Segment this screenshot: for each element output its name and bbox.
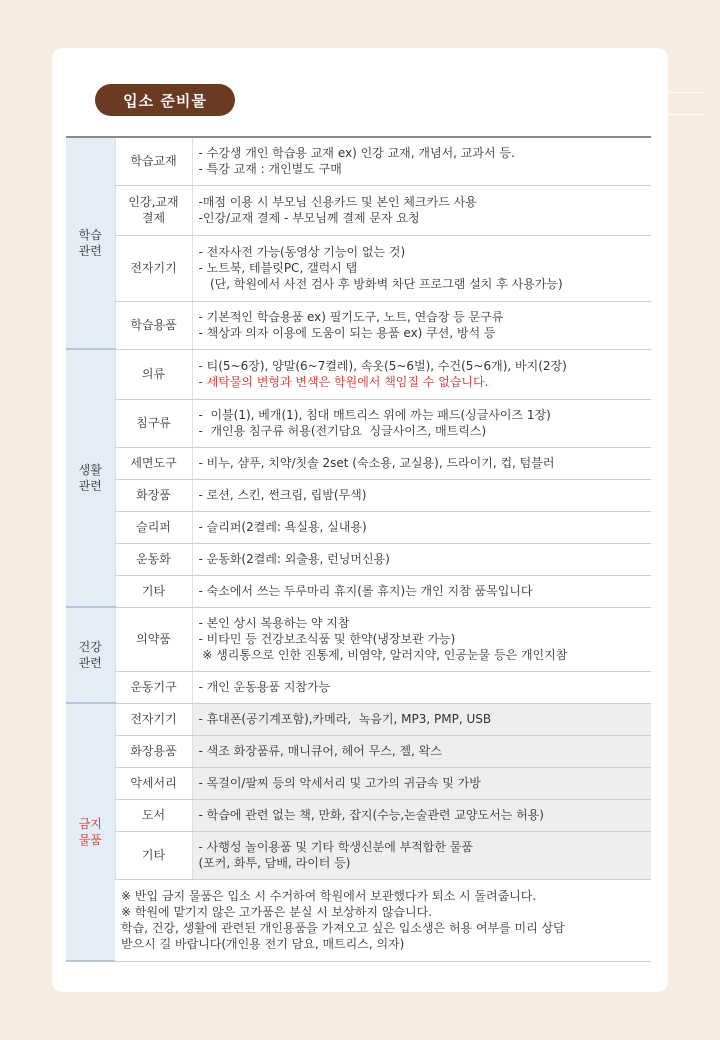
item-description: - 숙소에서 쓰는 두루마리 휴지(롤 휴지)는 개인 지참 품목입니다 bbox=[192, 575, 651, 607]
table-row bbox=[66, 479, 651, 511]
category-label: 학습 bbox=[78, 228, 102, 242]
subcategory-label: 세면도구 bbox=[115, 447, 192, 479]
table-row bbox=[66, 575, 651, 607]
table-row bbox=[66, 703, 651, 735]
table-row bbox=[66, 799, 651, 831]
background-line bbox=[668, 92, 704, 93]
subcategory-label: 도서 bbox=[115, 799, 192, 831]
category-label: 관련 bbox=[78, 244, 102, 258]
category-label: 관련 bbox=[78, 479, 102, 493]
subcategory-label: 전자기기 bbox=[115, 235, 192, 301]
subcategory-label: 기타 bbox=[115, 831, 192, 879]
banned-notes: ※ 반입 금지 물품은 입소 시 수거하여 학원에서 보관했다가 퇴소 시 돌려줍니다. ※ 학원에 맡기지 않은 고가품은 분실 시 보상하지 않습니다. 학습, 건강, 생활에 관련된 개인용품을 가져오고 싶은 입소생은 허용 여부를 미리 상담 받으시 길 바랍니다(개인용 전기 담요, 매트리스, 의자) bbox=[115, 879, 651, 961]
table-row bbox=[66, 607, 651, 671]
category-label: 생활 bbox=[78, 463, 102, 477]
table-row bbox=[66, 399, 651, 447]
subcategory-label: 학습용품 bbox=[115, 301, 192, 349]
subcategory-label: 악세서리 bbox=[115, 767, 192, 799]
subcategory-label: 화장품 bbox=[115, 479, 192, 511]
section-title: 입소 준비물 bbox=[95, 84, 235, 116]
table-row bbox=[66, 671, 651, 703]
subcategory-label: 슬리퍼 bbox=[115, 511, 192, 543]
category-label: 금지 bbox=[78, 817, 102, 831]
table-row bbox=[66, 447, 651, 479]
subcategory-label: 운동화 bbox=[115, 543, 192, 575]
item-description: - 슬리퍼(2켤레: 욕실용, 실내용) bbox=[192, 511, 651, 543]
category-banned bbox=[66, 703, 115, 961]
table-row bbox=[66, 735, 651, 767]
item-description: - 학습에 관련 없는 책, 만화, 잡지(수능,논술관련 교양도서는 허용) bbox=[192, 799, 651, 831]
subcategory-label: 의류 bbox=[115, 349, 192, 399]
category-label: 건강 bbox=[78, 640, 102, 654]
subcategory-label: 운동기구 bbox=[115, 671, 192, 703]
table-row bbox=[66, 831, 651, 879]
table-row bbox=[66, 767, 651, 799]
background-line bbox=[668, 114, 704, 115]
subcategory-label: 침구류 bbox=[115, 399, 192, 447]
item-description: - 이불(1), 베개(1), 침대 매트리스 위에 까는 패드(싱글사이즈 1장) - 개인용 침구류 허용(전기담요 싱글사이즈, 매트릭스) bbox=[192, 399, 651, 447]
table-row bbox=[66, 349, 651, 399]
item-description: - 휴대폰(공기계포함),카메라, 녹음기, MP3, PMP, USB bbox=[192, 703, 651, 735]
item-description: - 전자사전 가능(동영상 기능이 없는 것) - 노트북, 테블릿PC, 갤럭시 탭 (단, 학원에서 사전 검사 후 방화벽 차단 프로그램 설치 후 사용가능) bbox=[192, 235, 651, 301]
item-description: - 수강생 개인 학습용 교재 ex) 인강 교재, 개념서, 교과서 등. - 특강 교재 : 개인별도 구매 bbox=[192, 137, 651, 185]
item-description: - 본인 상시 복용하는 약 지참 - 비타민 등 건강보조식품 및 한약(냉장보관 가능) ※ 생리통으로 인한 진통제, 비염약, 알러지약, 인공눈물 등은 개인지참 bbox=[192, 607, 651, 671]
item-description: -매점 이용 시 부모님 신용카드 및 본인 체크카드 사용 -인강/교재 결제 - 부모님께 결제 문자 요청 bbox=[192, 185, 651, 235]
category-label: 물품 bbox=[78, 833, 102, 847]
item-description: - 티(5~6장), 양말(6~7켤레), 속옷(5~6벌), 수건(5~6개), 바지(2장) - 세탁물의 변형과 변색은 학원에서 책임질 수 없습니다. bbox=[192, 349, 651, 399]
item-description: - 로션, 스킨, 썬크림, 립밤(무색) bbox=[192, 479, 651, 511]
subcategory-label: 화장용품 bbox=[115, 735, 192, 767]
item-description: - 운동화(2켤레: 외출용, 런닝머신용) bbox=[192, 543, 651, 575]
warning-text: - 세탁물의 변형과 변색은 학원에서 책임질 수 없습니다. bbox=[198, 375, 489, 389]
subcategory-label: 전자기기 bbox=[115, 703, 192, 735]
table-row bbox=[66, 511, 651, 543]
item-description: - 사행성 놀이용품 및 기타 학생신분에 부적합한 물품 (포커, 화투, 담배, 라이터 등) bbox=[192, 831, 651, 879]
item-description: - 개인 운동용품 지참가능 bbox=[192, 671, 651, 703]
table-row bbox=[66, 879, 651, 961]
item-description: - 기본적인 학습용품 ex) 필기도구, 노트, 연습장 등 문구류 - 책상과 의자 이용에 도움이 되는 용품 ex) 쿠션, 방석 등 bbox=[192, 301, 651, 349]
table-row bbox=[66, 543, 651, 575]
subcategory-label: 의약품 bbox=[115, 607, 192, 671]
item-description: - 목걸이/팔찌 등의 악세서리 및 고가의 귀금속 및 가방 bbox=[192, 767, 651, 799]
category-health bbox=[66, 607, 115, 703]
table-row bbox=[66, 235, 651, 301]
table-row bbox=[66, 137, 651, 185]
preparation-table bbox=[66, 136, 651, 962]
subcategory-label: 학습교재 bbox=[115, 137, 192, 185]
table-row bbox=[66, 185, 651, 235]
category-label: 관련 bbox=[78, 656, 102, 670]
category-living bbox=[66, 349, 115, 607]
item-description: - 비누, 샴푸, 치약/칫솔 2set (숙소용, 교실용), 드라이기, 컵, 텀블러 bbox=[192, 447, 651, 479]
category-study bbox=[66, 137, 115, 349]
table-row bbox=[66, 301, 651, 349]
subcategory-label: 인강,교재 결제 bbox=[115, 185, 192, 235]
subcategory-label: 기타 bbox=[115, 575, 192, 607]
item-description: - 색조 화장품류, 매니큐어, 헤어 무스, 젤, 왁스 bbox=[192, 735, 651, 767]
